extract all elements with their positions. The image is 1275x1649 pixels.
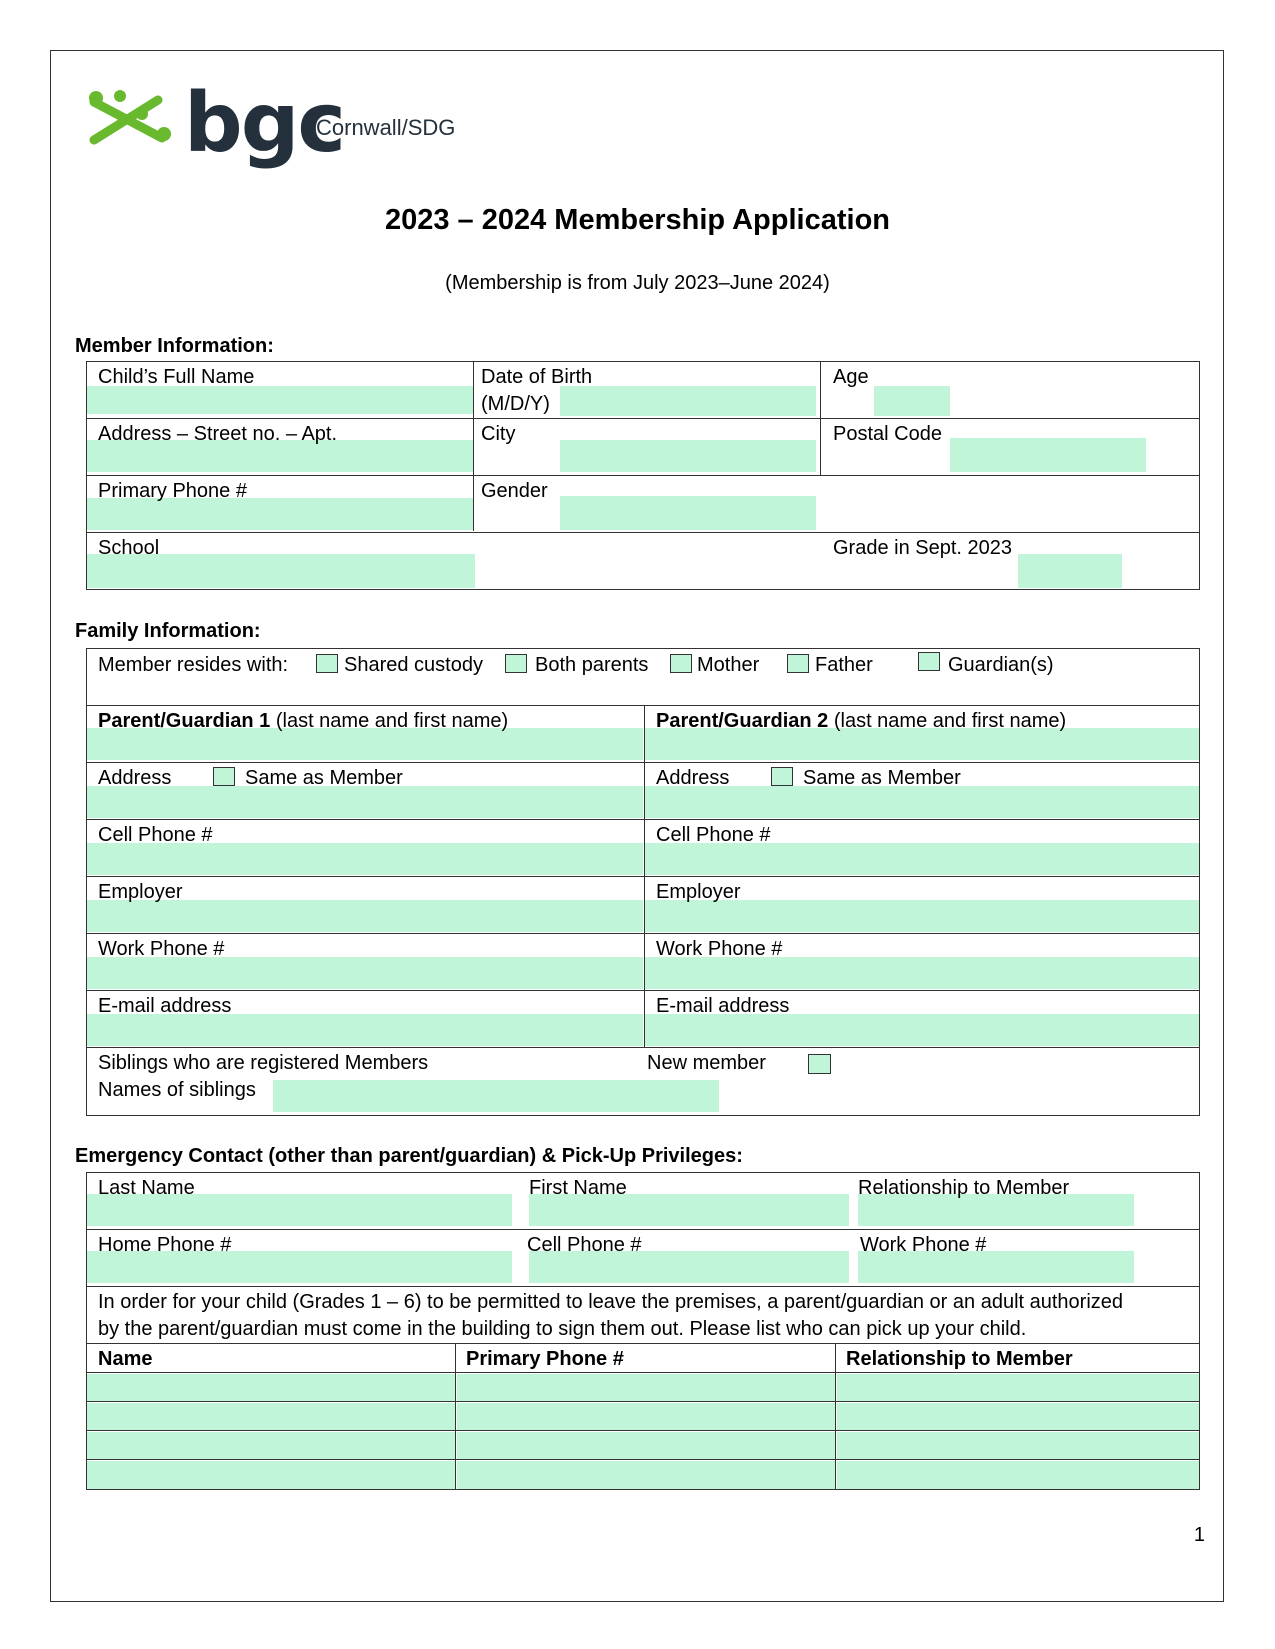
childs-full-name-label: Child’s Full Name (98, 366, 255, 388)
emergency-relationship-label: Relationship to Member (858, 1177, 1070, 1199)
both-parents-checkbox[interactable] (505, 654, 527, 673)
parent1-email-label: E-mail address (98, 995, 232, 1017)
new-member-checkbox[interactable] (808, 1054, 831, 1074)
parent2-employer-label: Employer (656, 881, 741, 903)
divider (86, 532, 1200, 533)
logo-wordmark: bgc (184, 76, 345, 171)
siblings-label: Siblings who are registered Members (98, 1052, 429, 1074)
bgc-logo-icon (84, 88, 174, 150)
pickup-notice-line-2: by the parent/guardian must come in the building to sign them out. Please list who can pick up your child. (98, 1318, 1027, 1340)
divider (86, 705, 1200, 706)
new-member-label: New member (647, 1052, 766, 1074)
divider (86, 475, 1200, 476)
divider (644, 705, 645, 1047)
parent1-cell-phone-label: Cell Phone # (98, 824, 213, 846)
date-format-label: (M/D/Y) (481, 393, 550, 415)
divider (86, 819, 1200, 820)
parent1-work-phone-label: Work Phone # (98, 938, 225, 960)
shared-custody-label: Shared custody (344, 654, 483, 676)
parent1-heading-suffix: (last name and first name) (270, 710, 509, 732)
pickup-name-header: Name (98, 1348, 153, 1370)
member-information-heading: Member Information: (75, 335, 274, 357)
divider (86, 1047, 1200, 1048)
divider (86, 876, 1200, 877)
page-title: 2023 – 2024 Membership Application (384, 204, 890, 236)
guardians-checkbox[interactable] (918, 652, 940, 671)
divider (86, 762, 1200, 763)
divider (86, 1430, 1200, 1431)
divider (86, 1229, 1200, 1230)
divider (86, 1459, 1200, 1460)
school-label: School (98, 537, 160, 559)
emergency-work-phone-label: Work Phone # (860, 1234, 987, 1256)
mother-label: Mother (697, 654, 760, 676)
page-number: 1 (1193, 1524, 1205, 1546)
date-of-birth-label: Date of Birth (481, 366, 593, 388)
postal-code-label: Postal Code (833, 423, 942, 445)
parent2-heading: Parent/Guardian 2 (656, 710, 829, 732)
divider (86, 1401, 1200, 1402)
guardians-label: Guardian(s) (948, 654, 1054, 676)
resides-with-label: Member resides with: (98, 654, 289, 676)
emergency-contact-heading: Emergency Contact (other than parent/guardian) & Pick-Up Privileges: (75, 1145, 743, 1167)
primary-phone-label: Primary Phone # (98, 480, 247, 502)
divider (86, 418, 1200, 419)
emergency-home-phone-label: Home Phone # (98, 1234, 232, 1256)
address-label: Address – Street no. – Apt. (98, 423, 338, 445)
divider (455, 1343, 456, 1490)
logo-subtext: Cornwall/SDG (316, 115, 456, 140)
parent1-heading: Parent/Guardian 1 (98, 710, 271, 732)
pickup-phone-header: Primary Phone # (466, 1348, 624, 1370)
gender-label: Gender (481, 480, 548, 502)
shared-custody-checkbox[interactable] (316, 654, 338, 673)
parent2-name-label (656, 708, 1066, 734)
divider (86, 1286, 1200, 1287)
divider (86, 933, 1200, 934)
parent1-same-as-member-label: Same as Member (245, 767, 403, 789)
divider (835, 1343, 836, 1490)
parent1-name-label (98, 708, 508, 734)
parent1-address-label: Address (98, 767, 172, 789)
divider (86, 1343, 1200, 1344)
parent2-work-phone-label: Work Phone # (656, 938, 783, 960)
city-label: City (481, 423, 516, 445)
father-label: Father (815, 654, 873, 676)
parent2-cell-phone-label: Cell Phone # (656, 824, 771, 846)
divider (86, 1372, 1200, 1373)
father-checkbox[interactable] (787, 654, 809, 673)
parent2-same-as-member-checkbox[interactable] (771, 767, 793, 786)
divider (473, 361, 474, 531)
emergency-cell-phone-label: Cell Phone # (527, 1234, 642, 1256)
grade-label: Grade in Sept. 2023 (833, 537, 1013, 559)
names-of-siblings-label: Names of siblings (98, 1079, 256, 1101)
family-information-heading: Family Information: (75, 620, 261, 642)
parent2-email-label: E-mail address (656, 995, 790, 1017)
pickup-notice-line-1: In order for your child (Grades 1 – 6) to be permitted to leave the premises, a parent/guardian or an adult authorized (98, 1291, 1124, 1313)
parent1-same-as-member-checkbox[interactable] (213, 767, 235, 786)
pickup-relationship-header: Relationship to Member (846, 1348, 1073, 1370)
emergency-first-name-label: First Name (529, 1177, 627, 1199)
both-parents-label: Both parents (535, 654, 649, 676)
divider (820, 361, 821, 475)
parent2-same-as-member-label: Same as Member (803, 767, 961, 789)
age-label: Age (833, 366, 869, 388)
divider (86, 990, 1200, 991)
parent1-employer-label: Employer (98, 881, 183, 903)
emergency-last-name-label: Last Name (98, 1177, 195, 1199)
parent2-heading-suffix: (last name and first name) (828, 710, 1067, 732)
page-subtitle: (Membership is from July 2023–June 2024) (445, 272, 830, 294)
parent2-address-label: Address (656, 767, 730, 789)
mother-checkbox[interactable] (670, 654, 692, 673)
